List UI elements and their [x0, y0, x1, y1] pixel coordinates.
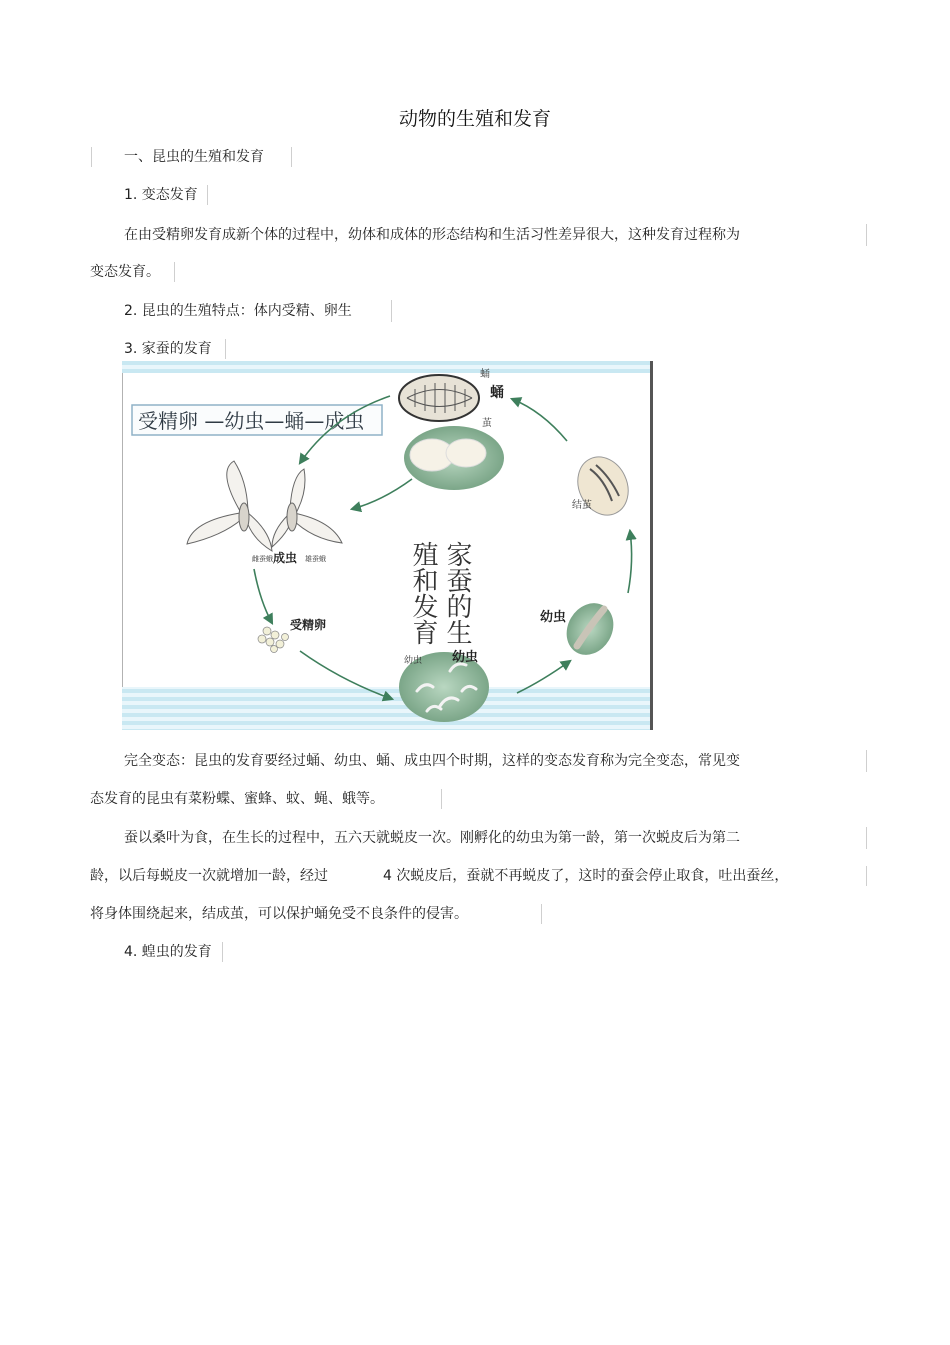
cocoon-image — [446, 439, 486, 467]
margin-bar — [174, 262, 175, 282]
margin-bar — [291, 147, 292, 167]
paragraph-line: 在由受精卵发育成新个体的过程中，幼体和成体的形态结构和生活习性差异很大，这种发育过程称为 — [124, 227, 740, 243]
label-spinning: 结茧 — [572, 500, 592, 511]
paragraph-line: 将身体围绕起来，结成茧，可以保护蛹免受不良条件的侵害。 — [90, 906, 468, 922]
bottom-stripe — [122, 687, 653, 730]
paragraph-line: 龄，以后每蜕皮一次就增加一龄，经过 — [90, 868, 328, 884]
label-male: 雄蚕蛾 — [305, 555, 326, 563]
item-reproduction: 2. 昆虫的生殖特点：体内受精、卵生 — [124, 303, 352, 319]
paragraph-line: 变态发育。 — [90, 264, 160, 280]
center-title-col1: 家蚕的生 — [442, 541, 472, 645]
margin-bar — [866, 827, 867, 849]
margin-bar — [91, 147, 92, 167]
margin-bar — [866, 866, 867, 886]
margin-bar — [866, 750, 867, 772]
margin-bar — [866, 224, 867, 246]
label-egg: 受精卵 — [290, 618, 327, 632]
top-stripe — [122, 361, 653, 373]
page-title: 动物的生殖和发育 — [398, 108, 551, 130]
paragraph-line: 蚕以桑叶为食，在生长的过程中，五六天就蜕皮一次。刚孵化的幼虫为第一龄，第一次蜕皮后为第二 — [124, 830, 740, 846]
label-larva-small: 幼虫 — [404, 656, 423, 666]
paragraph-line: 4 次蜕皮后，蚕就不再蜕皮了，这时的蚕会停止取食，吐出蚕丝， — [383, 868, 789, 884]
lifecycle-illustration — [122, 361, 653, 730]
label-pupa-small: 蛹 — [480, 369, 490, 380]
label-larva-right: 幼虫 — [540, 610, 567, 625]
margin-bar — [441, 789, 442, 809]
label-adult: 成虫 — [273, 551, 298, 565]
label-cocoon: 茧 — [482, 418, 492, 429]
margin-bar — [207, 185, 208, 205]
item-silkworm: 3. 家蚕的发育 — [124, 341, 212, 357]
label-female: 雌蚕蛾 — [252, 555, 273, 563]
section-heading-insects: 一、昆虫的生殖和发育 — [124, 149, 264, 165]
margin-bar — [225, 339, 226, 359]
margin-bar — [391, 300, 392, 322]
item-metamorphosis: 1. 变态发育 — [124, 187, 198, 203]
banner-text: 受精卵 —幼虫—蛹—成虫 — [138, 409, 365, 433]
margin-bar — [222, 942, 223, 962]
center-title-col2: 殖和发育 — [408, 541, 438, 645]
item-locust: 4. 蝗虫的发育 — [124, 944, 212, 960]
paragraph-line: 态发育的昆虫有菜粉蝶、蜜蜂、蚊、蝇、蛾等。 — [90, 791, 384, 807]
paragraph-line: 完全变态：昆虫的发育要经过蛹、幼虫、蛹、成虫四个时期，这样的变态发育称为完全变态，常见变 — [124, 753, 740, 769]
margin-bar — [541, 904, 542, 924]
silkworm-lifecycle-figure — [122, 361, 653, 730]
label-pupa: 蛹 — [490, 385, 504, 401]
pupa-image — [399, 375, 479, 421]
label-larva-bottom: 幼虫 — [452, 650, 479, 665]
